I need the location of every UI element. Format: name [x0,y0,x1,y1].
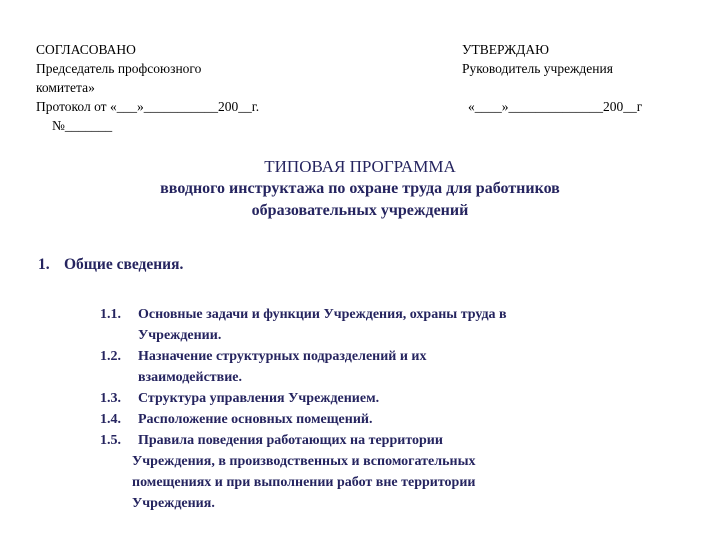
title-line: ТИПОВАЯ ПРОГРАММА [264,157,456,176]
item-text-line: взаимодействие. [138,370,242,385]
item-text [138,388,660,409]
item-text [138,304,660,346]
item-text-line: Учреждении. [138,328,222,343]
title-line: вводного инструктажа по охране труда для работников [160,180,560,197]
approval-heading-right: УТВЕРЖДАЮ [462,42,550,57]
item-number: 1.3. [100,391,121,406]
approval-right-line: Руководитель учреждения [462,61,613,76]
item-number: 1.4. [100,412,121,427]
approval-block-left [36,40,336,135]
item-text-line: Структура управления Учреждением. [138,391,380,406]
list-item [100,409,660,430]
item-text [138,409,660,430]
list-item [100,346,660,388]
document-title [90,156,630,222]
item-text-line: Учреждения, в производственных и вспомогательных [132,454,476,469]
item-text-line: помещениях и при выполнении работ вне территории [132,475,476,490]
list-item [100,304,660,346]
approval-left-line: Председатель профсоюзного [36,61,202,76]
items-list [100,304,660,514]
item-text-line: Назначение структурных подразделений и их [138,349,427,364]
item-text-line: Учреждения. [132,496,215,511]
item-number: 1.5. [100,433,121,448]
approval-block-right [462,40,712,116]
approval-left-line: комитета» [36,80,95,95]
protocol-number-line: №_______ [52,118,113,133]
section-heading [38,256,183,274]
item-number: 1.1. [100,307,121,322]
section-number: 1. [38,256,50,273]
protocol-line: Протокол от «___»___________200__г. [36,99,260,114]
item-text [138,430,660,451]
list-item [100,388,660,409]
item-text-line: Основные задачи и функции Учреждения, охраны труда в [138,307,507,322]
item-text-line: Правила поведения работающих на территории [138,433,443,448]
section-title: Общие сведения. [64,256,184,273]
item-number: 1.2. [100,349,121,364]
title-line: образовательных учреждений [251,202,469,219]
approval-date-line: «____»______________200__г [468,99,643,114]
item-text-line: Расположение основных помещений. [138,412,373,427]
approval-heading-left: СОГЛАСОВАНО [36,42,136,57]
list-item [100,430,660,451]
item-text [138,346,660,388]
